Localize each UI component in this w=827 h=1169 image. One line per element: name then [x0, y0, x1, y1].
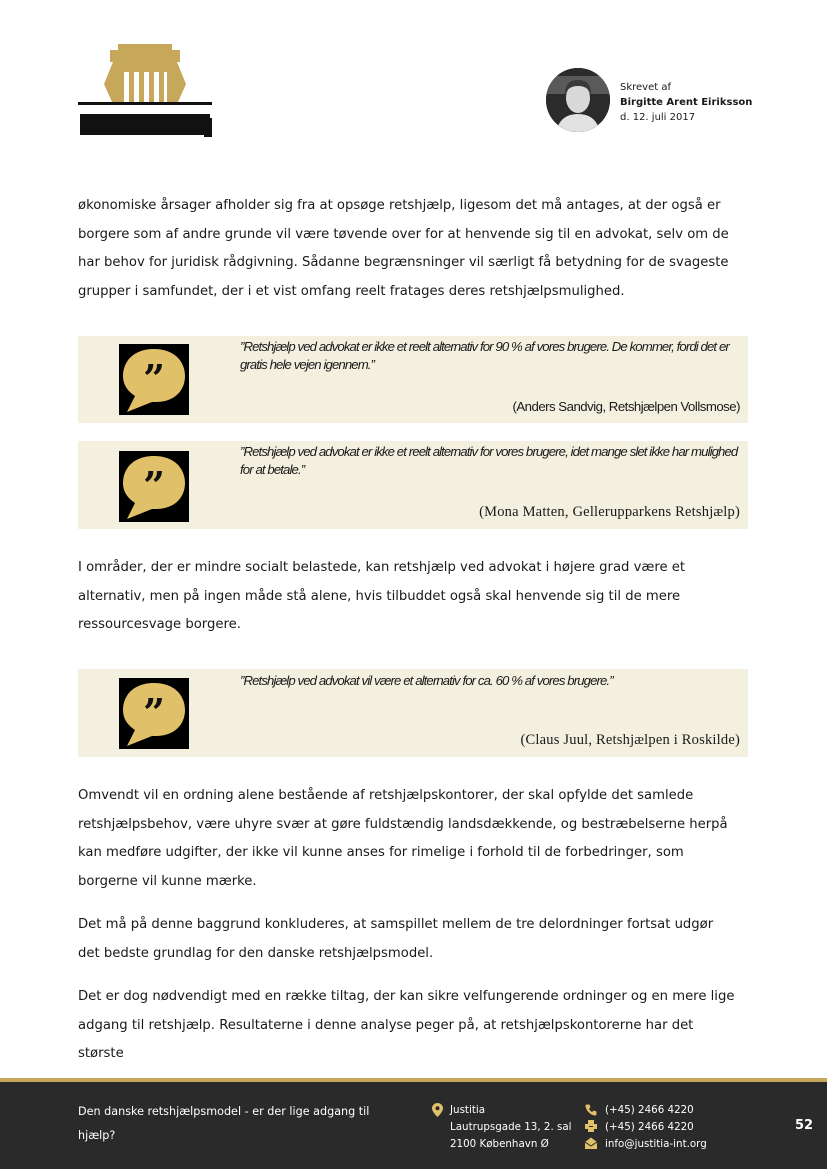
footer-title: Den danske retshjælpsmodel - er der lige adgang til hjælp?	[78, 1105, 370, 1142]
author-label: Skrevet af	[620, 82, 672, 93]
footer-fax: (+45) 2466 4220	[605, 1121, 694, 1133]
svg-text:”: ”	[143, 356, 165, 401]
footer	[0, 1082, 827, 1169]
quote-source: (Claus Juul, Retshjælpen i Roskilde)	[520, 732, 740, 748]
footer-address-line1: Lautrupsgade 13, 2. sal	[450, 1121, 572, 1133]
page-number: 52	[795, 1118, 814, 1133]
quote-icon	[119, 678, 189, 749]
paragraph: Det må på denne baggrund konkluderes, at samspillet mellem de tre delordninger fortsat udgør det bedste grundlag for den danske retshjælpsmodel.	[78, 917, 714, 961]
publish-date: d. 12. juli 2017	[620, 112, 696, 123]
svg-text:”: ”	[143, 690, 165, 735]
quote-text: ”Retshjælp ved advokat er ikke et reelt alternativ for vores brugere, idet mange slet ikke har mulighed for at betale.”	[240, 444, 738, 477]
footer-phone: (+45) 2466 4220	[605, 1104, 694, 1116]
footer-email[interactable]: info@justitia-int.org	[605, 1138, 707, 1150]
quote-text: ”Retshjælp ved advokat vil være et alternativ for ca. 60 % af vores brugere.”	[240, 673, 613, 688]
quote-icon	[119, 451, 189, 522]
quote-box	[78, 441, 748, 529]
quote-box	[78, 669, 748, 757]
fax-icon	[585, 1120, 597, 1132]
author-name: Birgitte Arent Eiriksson	[620, 97, 753, 108]
quote-source: (Mona Matten, Gellerupparkens Retshjælp)	[479, 504, 740, 520]
author-block	[546, 68, 806, 134]
quote-box	[78, 336, 748, 423]
quote-source: (Anders Sandvig, Retshjælpen Vollsmose)	[512, 399, 740, 414]
svg-text:”: ”	[143, 463, 165, 508]
footer-address-line2: 2100 København Ø	[450, 1138, 549, 1150]
justitia-logo	[78, 44, 212, 137]
author-photo	[546, 68, 610, 132]
location-icon	[432, 1103, 443, 1117]
phone-icon	[585, 1104, 597, 1116]
quote-icon	[119, 344, 189, 415]
paragraph: Det er dog nødvendigt med en række tiltag, der kan sikre velfungerende ordninger og en mere lige adgang til retshjælp. Resultaterne i denne analyse peger på, at retshjælpskontorerne har det største	[78, 989, 735, 1061]
paragraph: I områder, der er mindre socialt belastede, kan retshjælp ved advokat i højere grad være et alternativ, men på ingen måde stå alene, hvis tilbuddet også skal henvende sig til de mere ressourcesvage borgere.	[78, 560, 686, 632]
footer-org: Justitia	[450, 1104, 486, 1116]
paragraph: økonomiske årsager afholder sig fra at opsøge retshjælp, ligesom det må antages, at der også er borgere som af andre grunde vil være tøvende over for at henvende sig til en advokat, selv om de har behov for juridisk rådgivning. Sådanne begrænsninger vil særligt få betydning for de svageste grupper i samfundet, der i et vist omfang reelt fratages deres retshjælpsmulighed.	[78, 198, 729, 299]
mail-icon	[585, 1137, 597, 1149]
paragraph: Omvendt vil en ordning alene bestående af retshjælpskontorer, der skal opfylde det samlede retshjælpsbehov, være uhyre svær at gøre fuldstændig landsdækkende, og bestræbelserne herpå kan medføre udgifter, der ikke vil kunne anses for rimelige i forhold til de forbedringer, som borgerne vil kunne mærke.	[78, 788, 728, 889]
quote-text: ”Retshjælp ved advokat er ikke et reelt alternativ for 90 % af vores brugere. De kommer, fordi det er gratis hele vejen igennem.”	[240, 339, 729, 372]
